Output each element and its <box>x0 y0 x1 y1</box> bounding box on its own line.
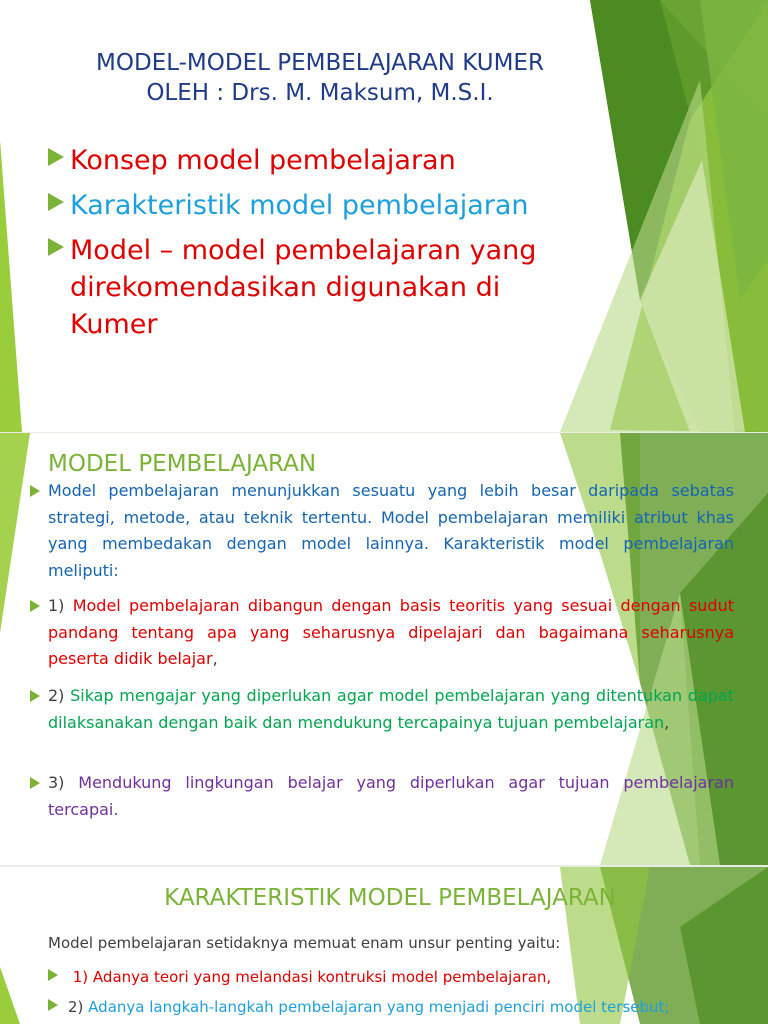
title-line-1: MODEL-MODEL PEMBELAJARAN KUMER <box>96 50 544 76</box>
triangle-bullet-icon <box>48 148 64 166</box>
triangle-bullet-icon <box>48 238 64 256</box>
bullet-karakteristik: Karakteristik model pembelajaran <box>48 187 568 224</box>
bullet-konsep: Konsep model pembelajaran <box>48 142 568 179</box>
triangle-bullet-icon <box>48 969 58 981</box>
triangle-bullet-icon <box>48 193 64 211</box>
triangle-bullet-icon <box>30 690 40 702</box>
slide-model-pembelajaran <box>0 433 768 865</box>
point-3: 3) Mendukung lingkungan belajar yang diperlukan agar tujuan pembelajaran tercapai. <box>30 770 734 823</box>
point-2: 2) Sikap mengajar yang diperlukan agar model pembelajaran yang ditentukan dapat dilaksanakan dengan baik dan mendukung tercapainya tujuan pembelajaran, <box>30 683 734 736</box>
title-line-2: OLEH : Drs. M. Maksum, M.S.I. <box>146 80 494 106</box>
section-heading: KARAKTERISTIK MODEL PEMBELAJARAN <box>164 885 616 911</box>
bullet-model: Model – model pembelajaran yang direkomendasikan digunakan di Kumer <box>48 232 568 343</box>
triangle-bullet-icon <box>30 600 40 612</box>
triangle-bullet-icon <box>48 999 58 1011</box>
slide-karakteristik <box>0 867 768 1024</box>
slide-cover <box>0 0 768 432</box>
triangle-bullet-icon <box>30 485 40 497</box>
item-1: 1) Adanya teori yang melandasi kontruksi model pembelajaran, <box>48 967 551 987</box>
item-2: 2) Adanya langkah-langkah pembelajaran yang menjadi penciri model tersebut; <box>48 997 669 1017</box>
section-heading: MODEL PEMBELAJARAN <box>48 451 317 477</box>
point-1: 1) Model pembelajaran dibangun dengan basis teoritis yang sesuai dengan sudut pandang tentang apa yang seharusnya dipelajari dan bagaimana seharusnya peserta didik belajar, <box>30 593 734 673</box>
intro-paragraph: Model pembelajaran menunjukkan sesuatu yang lebih besar daripada sebatas strategi, metode, atau teknik tertentu. Model pembelajaran memiliki atribut khas yang membedakan dengan model lainnya. Karakteristik model pembelajaran meliputi: <box>30 478 734 584</box>
triangle-bullet-icon <box>30 777 40 789</box>
intro-line: Model pembelajaran setidaknya memuat enam unsur penting yaitu: <box>48 934 561 952</box>
slide-title <box>40 48 600 108</box>
